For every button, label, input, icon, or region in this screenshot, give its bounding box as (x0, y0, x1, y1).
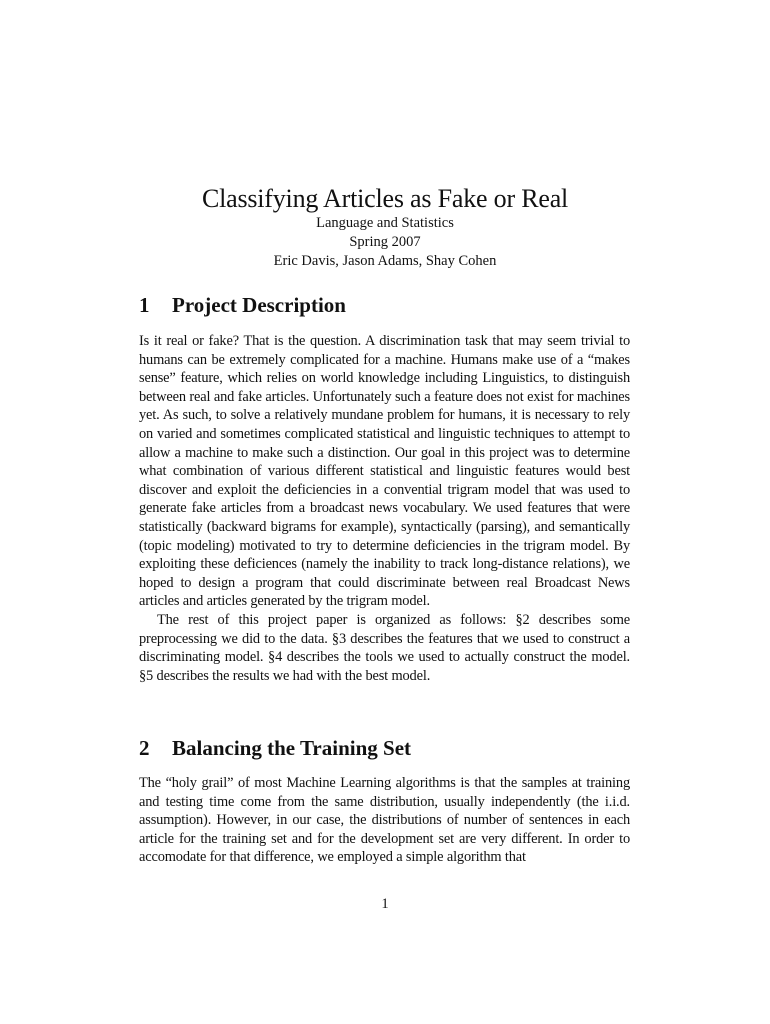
section-2 (139, 735, 630, 867)
section-number: 1 (139, 293, 150, 317)
paragraph: The “holy grail” of most Machine Learning algorithms is that the samples at training and testing time come from the same distribution, usually independently (the i.i.d. assumption). However, in our case, the distributions of number of sentences in each article for the training set and for the development set are very different. In order to accomodate for that difference, we employed a simple algorithm that (139, 775, 630, 866)
section-heading (139, 735, 630, 761)
section-heading (139, 292, 630, 318)
section-1 (139, 292, 630, 685)
paper-title: Classifying Articles as Fake or Real (201, 184, 569, 213)
section-title: Balancing the Training Set (172, 736, 412, 760)
section-number: 2 (139, 736, 150, 760)
title-block (0, 184, 770, 271)
course-name: Language and Statistics (316, 215, 454, 231)
authors: Eric Davis, Jason Adams, Shay Cohen (273, 253, 497, 269)
paragraph: Is it real or fake? That is the question. A discrimination task that may seem trivial to humans can be extremely complicated for a machine. Humans make use of a “makes sense” feature, which relies on world knowledge including Linguistics, to distinguish between real and fake articles. Unfortunately such a feature does not exist for machines yet. As such, to solve a relatively mundane problem for humans, it is necessary to rely on varied and sometimes complicated statistical and linguistic techniques to attempt to allow a machine to make such a distinction. Our goal in this project was to determine what combination of various different statistical and linguistic features would best discover and exploit the deficiencies in a convential trigram model that was used to generate fake articles from a broadcast news vocabulary. We used features that were statistically (backward bigrams for example), syntactically (parsing), and semantically (topic modeling) motivated to try to determine deficiencies in the trigram model. By exploiting these deficiences (namely the inability to track long-distance relations), we hoped to design a program that could discriminate between real Broadcast News articles and articles generated by the trigram model. (139, 333, 630, 610)
section-title: Project Description (172, 293, 346, 317)
term: Spring 2007 (349, 234, 421, 250)
page-number: 1 (381, 896, 389, 912)
paragraph: The rest of this project paper is organized as follows: §2 describes some preprocessing we did to the data. §3 describes the features that we used to construct a discriminating model. §4 describes the tools we used to actually construct the model. §5 describes the results we had with the best model. (139, 611, 630, 684)
